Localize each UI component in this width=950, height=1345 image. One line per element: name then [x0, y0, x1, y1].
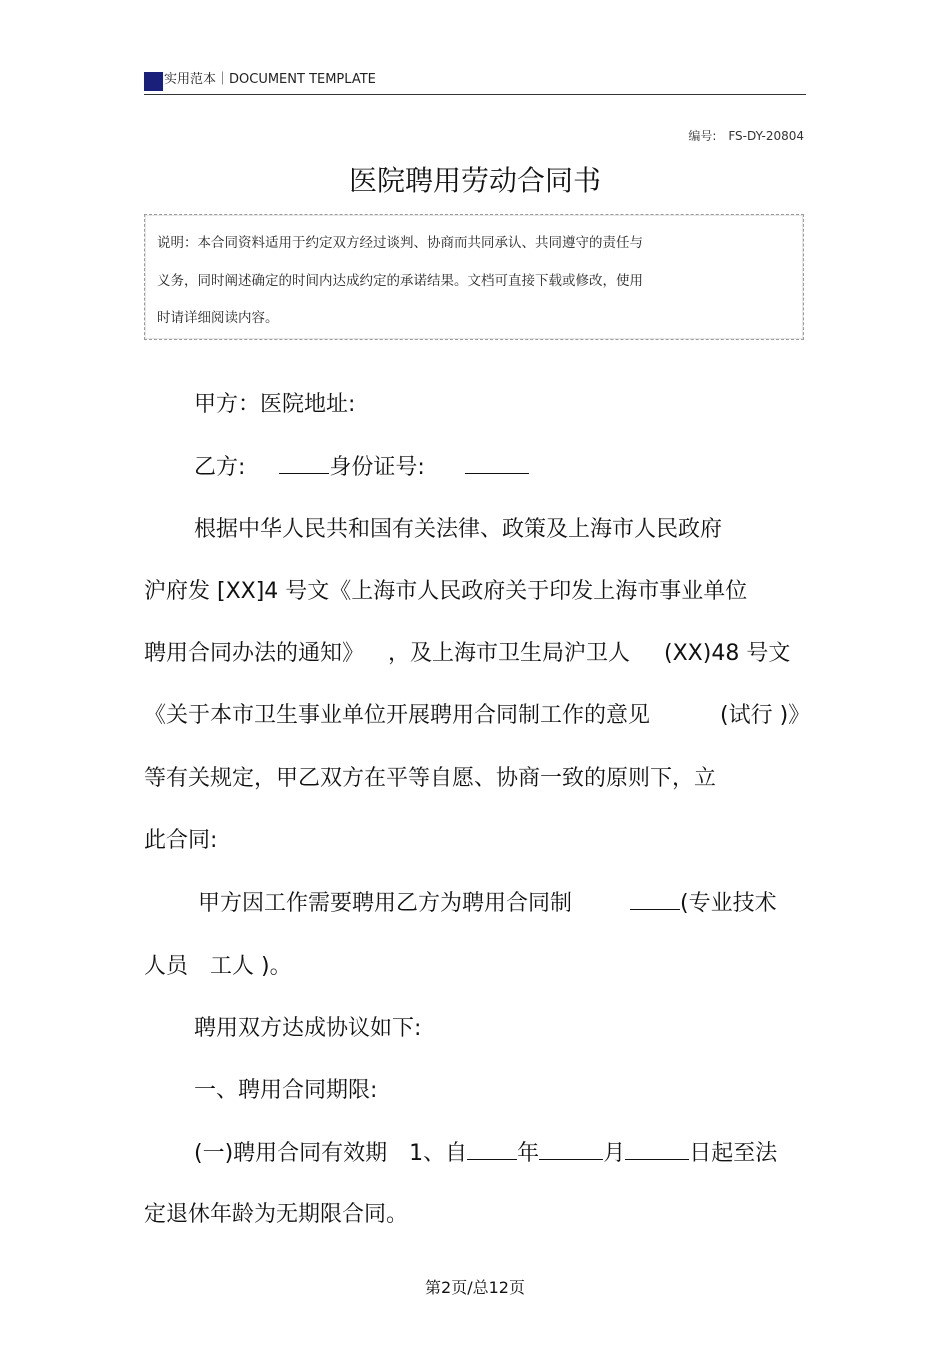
party-b-id-blank: [465, 453, 529, 474]
paragraph-line: 定退休年龄为无期限合同。: [144, 1202, 409, 1227]
header-label: 实用范本｜DOCUMENT TEMPLATE: [164, 72, 376, 87]
paragraph-line: [144, 640, 790, 668]
paragraph-segment: 《关于本市卫生事业单位开展聘用合同制工作的意见: [144, 703, 651, 728]
section-heading: 一、聘用合同期限:: [194, 1078, 378, 1103]
description-line: 时请详细阅读内容。: [157, 310, 279, 326]
paragraph-segment: 甲方因工作需要聘用乙方为聘用合同制: [198, 891, 573, 916]
paragraph-line: [144, 702, 810, 730]
brand-square-icon: [144, 72, 163, 91]
paragraph-line: 人员 工人 )。: [144, 954, 292, 979]
description-line: 说明：本合同资料适用于约定双方经过谈判、协商而共同承认、共同遵守的责任与: [157, 235, 643, 251]
start-year-blank: [467, 1139, 517, 1160]
paragraph-line: 等有关规定，甲乙双方在平等自愿、协商一致的原则下，立: [144, 766, 717, 791]
party-b-line: [194, 453, 529, 482]
paragraph-segment: 日起至法: [689, 1141, 778, 1166]
paragraph-line: 聘用双方达成协议如下:: [194, 1016, 422, 1041]
start-day-blank: [625, 1139, 689, 1160]
document-number-value: FS-DY-20804: [728, 129, 804, 143]
paragraph-segment: (专业技术: [680, 891, 777, 916]
party-b-name-blank: [279, 453, 329, 474]
party-a-line: 甲方：医院地址:: [194, 392, 356, 417]
document-number: [688, 127, 804, 144]
description-line: 义务，同时阐述确定的时间内达成约定的承诺结果。文档可直接下载或修改，使用: [157, 273, 643, 289]
document-title: 医院聘用劳动合同书: [348, 164, 601, 197]
party-b-id-label: 身份证号:: [329, 455, 425, 480]
month-label: 月: [603, 1141, 626, 1166]
description-box: [144, 214, 804, 340]
document-header: [144, 68, 806, 95]
document-number-label: 编号:: [688, 129, 717, 143]
paragraph-segment: 聘用合同办法的通知》: [144, 641, 365, 666]
paragraph-segment: (试行 )》: [720, 703, 811, 728]
paragraph-segment: (一)聘用合同有效期 1、自: [194, 1141, 468, 1166]
start-month-blank: [539, 1139, 603, 1160]
paragraph-segment: (XX)48 号文: [664, 641, 791, 666]
page-indicator: 第2页/总12页: [425, 1278, 525, 1297]
paragraph-line: 沪府发 [XX]4 号文《上海市人民政府关于印发上海市事业单位: [144, 579, 748, 604]
paragraph-line: 此合同:: [144, 828, 218, 853]
paragraph-segment: ，及上海市卫生局沪卫人: [388, 641, 631, 666]
year-label: 年: [517, 1141, 540, 1166]
paragraph-line: 根据中华人民共和国有关法律、政策及上海市人民政府: [194, 517, 723, 542]
party-b-label: 乙方:: [194, 455, 246, 480]
position-blank: [630, 889, 680, 910]
paragraph-line: [198, 889, 777, 918]
paragraph-line: [194, 1139, 777, 1168]
